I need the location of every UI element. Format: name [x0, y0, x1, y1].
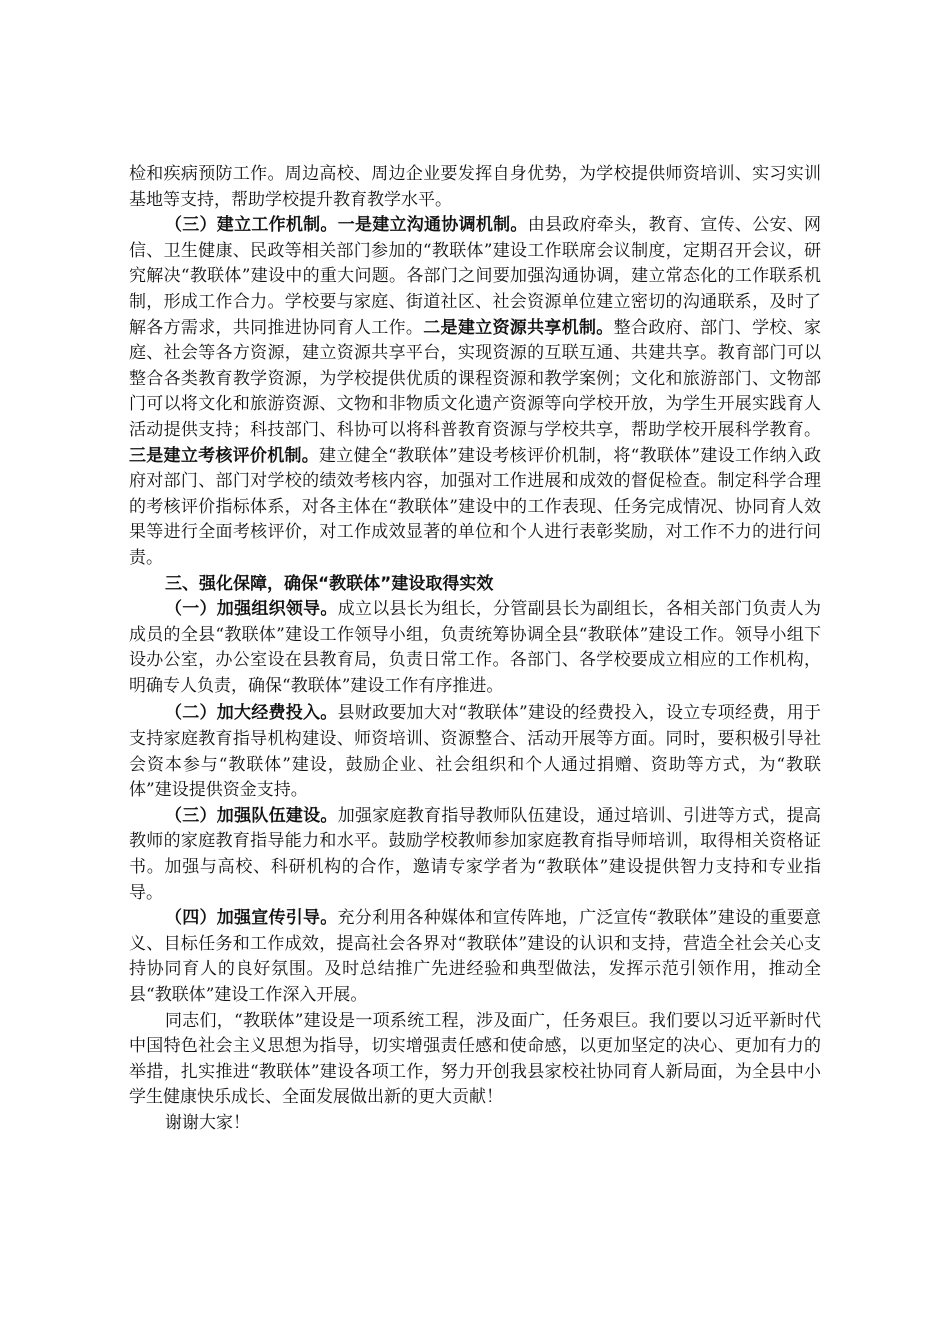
paragraph-team: （三）加强队伍建设。加强家庭教育指导教师队伍建设，通过培训、引进等方式，提高教师的家庭教育指导能力和水平。鼓励学校教师参加家庭教育指导师培训，取得相关资格证书。加强与高校、科研机构的合作，邀请专家学者为“教联体”建设提供智力支持和专业指导。 — [129, 805, 821, 903]
subheading-communication: 一是建立沟通协调机制。 — [337, 215, 528, 236]
subheading-publicity: （四）加强宣传引导。 — [165, 908, 338, 929]
paragraph-publicity: （四）加强宣传引导。充分利用各种媒体和宣传阵地，广泛宣传“教联体”建设的重要意义、目标任务和工作成效，提高社会各界对“教联体”建设的认识和支持，营造全社会关心支持协同育人的良好氛围。及时总结推广先进经验和典型做法，发挥示范引领作用，推动全县“教联体”建设工作深入开展。 — [129, 908, 821, 1005]
paragraph-work-mechanism: （三）建立工作机制。一是建立沟通协调机制。由县政府牵头，教育、宣传、公安、网信、卫生健康、民政等相关部门参加的“教联体”建设工作联席会议制度，定期召开会议，研究解决“教联体”建设中的重大问题。各部门之间要加强沟通协调，建立常态化的工作联系机制，形成工作合力。学校要与家庭、街道社区、社会资源单位建立密切的沟通联系，及时了解各方需求，共同推进协同育人工作。二是建立资源共享机制。整合政府、部门、学校、家庭、社会等各方资源，建立资源共享平台，实现资源的互联互通、共建共享。教育部门可以整合各类教育教学资源，为学校提供优质的课程资源和教学案例；文化和旅游部门、文物部门可以将文化和旅游资源、文物和非物质文化遗产资源等向学校开放，为学生开展实践育人活动提供支持；科技部门、科协可以将科普教育资源与学校共享，帮助学校开展科学教育。三是建立考核评价机制。建立健全“教联体”建设考核评价机制，将“教联体”建设工作纳入政府对部门、部门对学校的绩效考核内容，加强对工作进展和成效的督促检查。制定科学合理的考核评价指标体系，对各主体在“教联体”建设中的工作表现、任务完成情况、协同育人效果等进行全面考核评价，对工作成效显著的单位和个人进行表彰奖励，对工作不力的进行问责。 — [129, 215, 822, 568]
subheading-leadership: （一）加强组织领导。 — [165, 599, 338, 620]
paragraph-continued: 检和疾病预防工作。周边高校、周边企业要发挥自身优势，为学校提供师资培训、实习实训基地等支持，帮助学校提升教育教学水平。 — [129, 164, 821, 210]
subheading-team: （三）加强队伍建设。 — [165, 805, 338, 826]
document-page — [129, 162, 821, 1137]
paragraph-funding: （二）加大经费投入。县财政要加大对“教联体”建设的经费投入，设立专项经费，用于支持家庭教育指导机构建设、师资培训、资源整合、活动开展等方面。同时，要积极引导社会资本参与“教联体”建设，鼓励企业、社会组织和个人通过捐赠、资助等方式，为“教联体”建设提供资金支持。 — [129, 703, 821, 801]
section-heading-3: 三、强化保障，确保“教联体”建设取得实效 — [165, 573, 494, 594]
subheading-work-mechanism: （三）建立工作机制。 — [165, 215, 338, 236]
subheading-funding: （二）加大经费投入。 — [165, 703, 338, 724]
subheading-evaluation: 三是建立考核评价机制。 — [129, 445, 320, 466]
paragraph-thanks: 谢谢大家！ — [165, 1112, 250, 1133]
paragraph-leadership: （一）加强组织领导。成立以县长为组长，分管副县长为副组长，各相关部门负责人为成员的全县“教联体”建设工作领导小组，负责统筹协调全县“教联体”建设工作。领导小组下设办公室，办公室设在县教育局，负责日常工作。各部门、各学校要成立相应的工作机构，明确专人负责，确保“教联体”建设工作有序推进。 — [129, 599, 821, 696]
subheading-resource-sharing: 二是建立资源共享机制。 — [423, 317, 614, 338]
paragraph-closing: 同志们，“教联体”建设是一项系统工程，涉及面广，任务艰巨。我们要以习近平新时代中国特色社会主义思想为指导，切实增强责任感和使命感，以更加坚定的决心、更加有力的举措，扎实推进“教联体”建设各项工作，努力开创我县家校社协同育人新局面，为全县中小学生健康快乐成长、全面发展做出新的更大贡献！ — [129, 1010, 821, 1108]
